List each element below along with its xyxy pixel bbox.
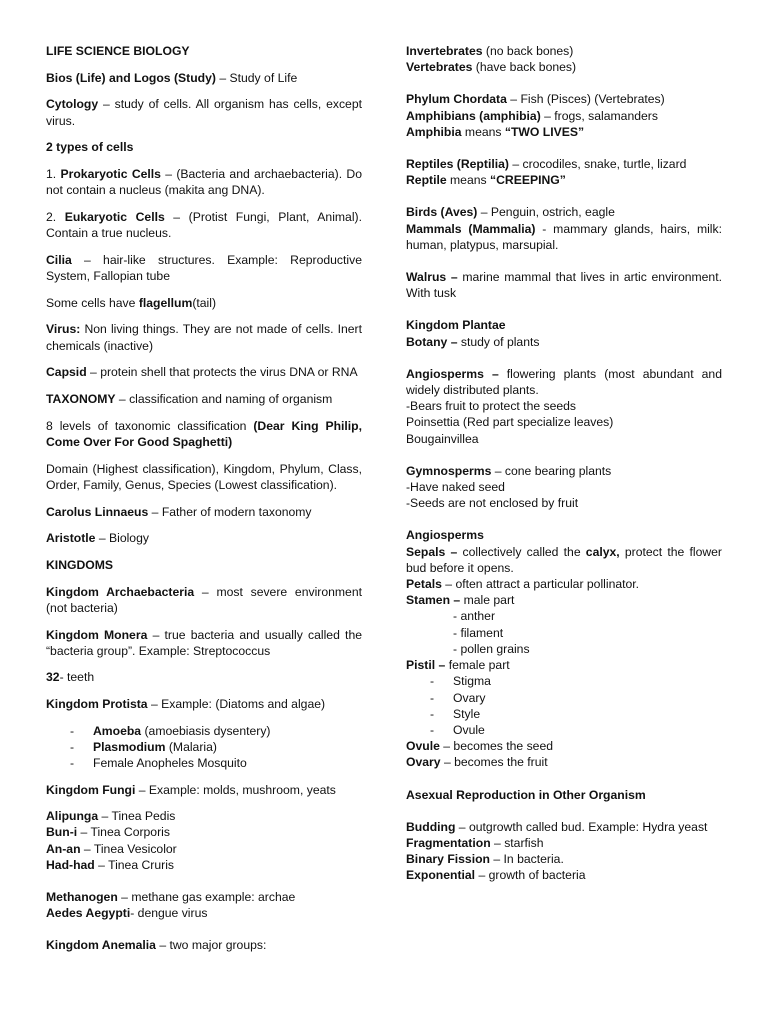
list-item: - Female Anopheles Mosquito	[46, 755, 362, 771]
virus-definition: Virus: Non living things. They are not made of cells. Inert chemicals (inactive)	[46, 322, 362, 353]
budding-definition: Budding – outgrowth called bud. Example: Hydra yeast	[406, 819, 708, 834]
angiosperms-heading: Angiosperms	[406, 528, 484, 543]
list-item: - Ovary	[406, 690, 722, 706]
list-item: An-an – Tinea Vesicolor	[46, 841, 177, 856]
monera-definition: Kingdom Monera – true bacteria and usually called the “bacteria group”. Example: Streptococcus	[46, 627, 362, 658]
fungi-definition: Kingdom Fungi – Example: molds, mushroom, yeats	[46, 782, 336, 797]
cilia-definition: Cilia – hair-like structures. Example: Reproductive System, Fallopian tube	[46, 252, 362, 284]
list-item: - Plasmodium (Malaria)	[46, 739, 362, 755]
list-item: - anther	[453, 609, 496, 624]
taxonomy-definition: TAXONOMY – classification and naming of organism	[46, 392, 333, 407]
spacer	[46, 873, 362, 889]
spacer	[406, 350, 722, 366]
botany-note: Botany – study of plants	[406, 334, 540, 349]
list-item: - Ovule	[406, 722, 722, 738]
chordata-note: Phylum Chordata – Fish (Pisces) (Vertebrates)	[406, 92, 665, 107]
sepals-definition: Sepals – collectively called the calyx, protect the flower bud before it opens.	[406, 544, 722, 575]
linnaeus-note: Carolus Linnaeus – Father of modern taxonomy	[46, 504, 312, 519]
spacer	[406, 140, 722, 156]
list-item: Bougainvillea	[406, 431, 479, 446]
methanogen-note: Methanogen – methane gas example: archae	[46, 890, 296, 905]
document-title: LIFE SCIENCE BIOLOGY	[46, 44, 190, 58]
list-item: Alipunga – Tinea Pedis	[46, 809, 176, 824]
teeth-note: 32- teeth	[46, 670, 95, 685]
cytology-definition: Cytology – study of cells. All organism has cells, except virus.	[46, 97, 362, 128]
protista-examples	[46, 723, 362, 772]
pistil-definition: Pistil – female part	[406, 658, 510, 673]
protista-definition: Kingdom Protista – Example: (Diatoms and algae)	[46, 697, 326, 712]
reptile-meaning: Reptile means “CREEPING”	[406, 173, 566, 188]
list-item: - Style	[406, 706, 722, 722]
mammals-note: Mammals (Mammalia) - mammary glands, hairs, milk: human, platypus, marsupial.	[406, 221, 722, 252]
birds-note: Birds (Aves) – Penguin, ostrich, eagle	[406, 205, 615, 220]
list-item: - Amoeba (amoebiasis dysentery)	[46, 723, 362, 739]
gymnosperms-definition: Gymnosperms – cone bearing plants	[406, 463, 612, 478]
spacer	[406, 188, 722, 204]
anemalia-definition: Kingdom Anemalia – two major groups:	[46, 938, 267, 953]
kingdoms-heading: KINGDOMS	[46, 557, 114, 572]
binary-fission-definition: Binary Fission – In bacteria.	[406, 852, 564, 867]
vertebrates-note: Vertebrates (have back bones)	[406, 60, 577, 75]
right-column	[406, 43, 722, 884]
fragmentation-definition: Fragmentation – starfish	[406, 835, 544, 850]
invertebrates-note: Invertebrates (no back bones)	[406, 44, 574, 58]
left-column	[46, 43, 362, 954]
spacer	[406, 447, 722, 463]
flagellum-note: Some cells have flagellum(tail)	[46, 295, 217, 310]
walrus-note: Walrus – marine mammal that lives in artic environment. With tusk	[406, 270, 722, 301]
tinea-list	[46, 808, 362, 873]
spacer	[46, 921, 362, 937]
archaebacteria-definition: Kingdom Archaebacteria – most severe environment (not bacteria)	[46, 584, 362, 615]
capsid-definition: Capsid – protein shell that protects the virus DNA or RNA	[46, 365, 358, 380]
list-item: - filament	[453, 625, 504, 640]
stamen-definition: Stamen – male part	[406, 593, 515, 608]
amphibia-meaning: Amphibia means “TWO LIVES”	[406, 124, 585, 139]
petals-definition: Petals – often attract a particular pollinator.	[406, 577, 640, 592]
ovary-definition: Ovary – becomes the fruit	[406, 755, 548, 770]
aristotle-note: Aristotle – Biology	[46, 531, 149, 546]
spacer	[406, 253, 722, 269]
reptiles-note: Reptiles (Reptilia) – crocodiles, snake, turtle, lizard	[406, 157, 687, 172]
spacer	[406, 803, 722, 819]
spacer	[406, 771, 722, 787]
spacer	[406, 511, 722, 527]
aedes-note: Aedes Aegypti- dengue virus	[46, 906, 208, 921]
bios-definition: Bios (Life) and Logos (Study) – Study of Life	[46, 70, 298, 85]
exponential-definition: Exponential – growth of bacteria	[406, 868, 586, 883]
spacer	[406, 75, 722, 91]
list-item: -Bears fruit to protect the seeds	[406, 399, 577, 414]
list-item: - Stigma	[406, 673, 722, 689]
list-item: Poinsettia (Red part specialize leaves)	[406, 415, 614, 430]
plantae-heading: Kingdom Plantae	[406, 318, 506, 333]
ovule-definition: Ovule – becomes the seed	[406, 739, 554, 754]
list-item: - pollen grains	[453, 641, 530, 656]
spacer	[406, 301, 722, 317]
classification-list: Domain (Highest classification), Kingdom, Phylum, Class, Order, Family, Genus, Species (Lowest classification).	[46, 461, 362, 492]
asexual-heading: Asexual Reproduction in Other Organism	[406, 787, 646, 802]
list-item: Bun-i – Tinea Corporis	[46, 825, 170, 840]
cell-types-heading: 2 types of cells	[46, 140, 134, 155]
eukaryotic-definition: 2. Eukaryotic Cells – (Protist Fungi, Plant, Animal). Contain a true nucleus.	[46, 209, 362, 241]
taxonomy-levels: 8 levels of taxonomic classification (Dear King Philip, Come Over For Good Spaghetti)	[46, 418, 363, 449]
list-item: -Seeds are not enclosed by fruit	[406, 496, 579, 511]
list-item: Had-had – Tinea Cruris	[46, 857, 174, 872]
angiosperms-definition: Angiosperms – flowering plants (most abundant and widely distributed plants.	[406, 366, 722, 398]
prokaryotic-definition: 1. Prokaryotic Cells – (Bacteria and archaebacteria). Do not contain a nucleus (makita ang DNA).	[46, 167, 362, 198]
amphibians-note: Amphibians (amphibia) – frogs, salamanders	[406, 108, 658, 123]
list-item: -Have naked seed	[406, 480, 505, 495]
